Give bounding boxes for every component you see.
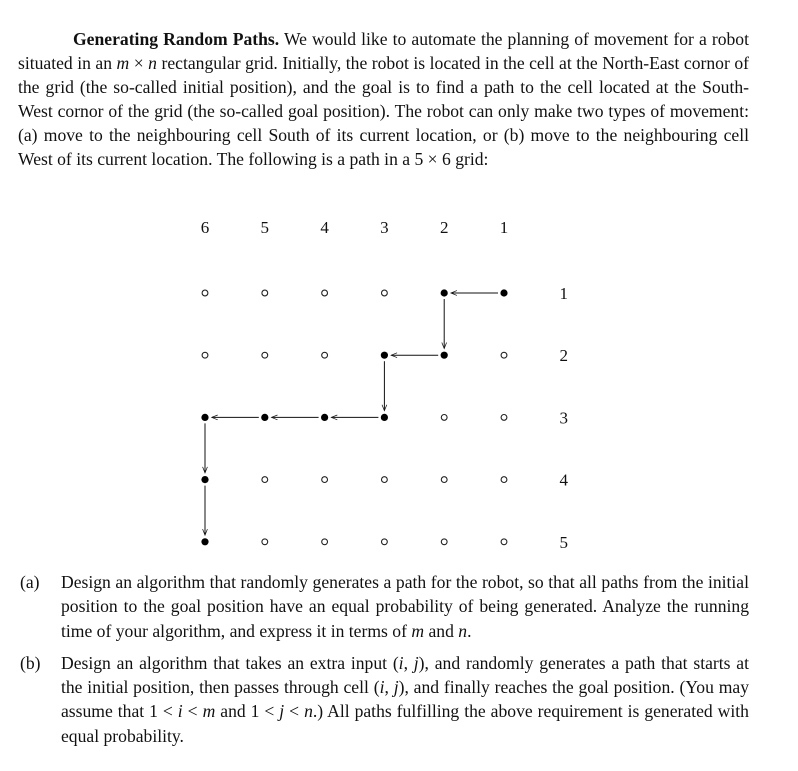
row-label: 5	[559, 532, 569, 552]
path-node	[201, 414, 208, 421]
intro-text-2: rectangular grid. Initially, the robot is located in the cell at the North-East cornor of the grid (the so-called initial position), and the goal is to find a path to the cell located at the South-West cornor of the grid (the so-called goal position). The robot can only make two types of movement: (a) move to the neighbouring cell South of its current location, or (b) move to the neighbouring cell West of its current location. The following is a path in a	[18, 52, 749, 169]
var-n: n	[148, 52, 157, 73]
grid-node	[322, 477, 328, 483]
problem-heading: Generating Random Paths.	[73, 29, 280, 49]
column-labels	[201, 218, 509, 237]
var-i: i	[379, 677, 385, 698]
row-label: 2	[559, 346, 569, 366]
grid-node	[501, 539, 507, 545]
paren: )	[398, 677, 405, 698]
grid-node	[262, 477, 268, 483]
grid-node	[501, 415, 507, 421]
grid-node	[441, 477, 447, 483]
grid-node	[262, 539, 268, 545]
row-label: 4	[559, 470, 569, 490]
path-node	[441, 289, 448, 296]
part-a-text: Design an algorithm that randomly generates a path for the robot, so that all paths from the initial position to the goal position have an equal probability of being generated. Analyze the running time of your algorithm, and express it in terms of	[61, 572, 749, 641]
grid-node	[322, 352, 328, 358]
constraint-text: <	[284, 701, 305, 722]
question-parts	[20, 570, 749, 748]
grid-node	[441, 415, 447, 421]
var-n: n	[458, 620, 468, 641]
times-sign: ×	[129, 52, 149, 73]
path-node	[321, 414, 328, 421]
grid-node	[262, 352, 268, 358]
grid-node	[441, 539, 447, 545]
path-node	[261, 414, 268, 421]
grid-node	[501, 352, 507, 358]
column-label: 3	[380, 218, 389, 237]
path-node	[201, 476, 208, 483]
part-b	[20, 651, 749, 748]
var-i: i	[398, 652, 404, 673]
grid-dimensions: 5 × 6	[414, 148, 451, 169]
grid-node	[322, 539, 328, 545]
grid-node	[382, 290, 388, 296]
part-b-text-3: , and finally reaches the goal position. (You may assume that	[61, 677, 749, 722]
path-node	[201, 538, 208, 545]
var-m: m	[202, 701, 216, 722]
intro-text-3: grid:	[450, 148, 489, 169]
grid-node	[382, 477, 388, 483]
var-m: m	[116, 52, 130, 73]
var-n: n	[304, 701, 313, 722]
grid-node	[382, 539, 388, 545]
period: .	[467, 620, 472, 641]
column-label: 4	[320, 218, 329, 237]
grid-node	[202, 290, 208, 296]
and-text: and	[424, 620, 459, 641]
grid-node	[322, 290, 328, 296]
path-node	[381, 352, 388, 359]
row-label: 1	[559, 284, 569, 303]
constraint-text: <	[182, 701, 203, 722]
intro-text-1: We would like to automate the planning of movement for a robot situated in an	[18, 29, 749, 73]
row-label: 3	[559, 408, 569, 428]
var-i: i	[177, 701, 183, 722]
comma: ,	[403, 652, 414, 673]
var-j: j	[279, 701, 285, 722]
part-a	[20, 570, 749, 643]
grid-node	[202, 352, 208, 358]
column-label: 1	[499, 218, 509, 237]
part-b-text-4: .) All paths fulfilling the above requirement is generated with equal probability.	[61, 701, 749, 746]
path-edges	[205, 293, 498, 535]
var-j: j	[413, 652, 419, 673]
paren: (	[392, 652, 399, 673]
path-node	[441, 352, 448, 359]
part-a-label: (a)	[20, 572, 40, 592]
var-j: j	[393, 677, 399, 698]
grid-node	[501, 477, 507, 483]
part-b-text-2: , and randomly generates a path that starts at the initial position, then passes through cell	[61, 652, 749, 698]
problem-intro	[18, 28, 749, 171]
var-m: m	[411, 620, 425, 641]
constraint-text: and 1 <	[215, 701, 280, 722]
comma: ,	[384, 677, 394, 698]
paren: (	[373, 677, 380, 698]
column-label: 2	[439, 218, 449, 237]
row-labels	[560, 284, 569, 552]
grid-node	[262, 290, 268, 296]
column-label: 6	[200, 218, 210, 237]
part-b-text-1: Design an algorithm that takes an extra input	[61, 652, 393, 673]
column-label: 5	[260, 218, 270, 237]
constraint-text: 1 <	[149, 701, 178, 722]
path-node	[500, 289, 507, 296]
paren: )	[418, 652, 425, 673]
grid-path-figure	[0, 205, 798, 555]
part-b-label: (b)	[20, 652, 41, 673]
path-node	[381, 414, 388, 421]
